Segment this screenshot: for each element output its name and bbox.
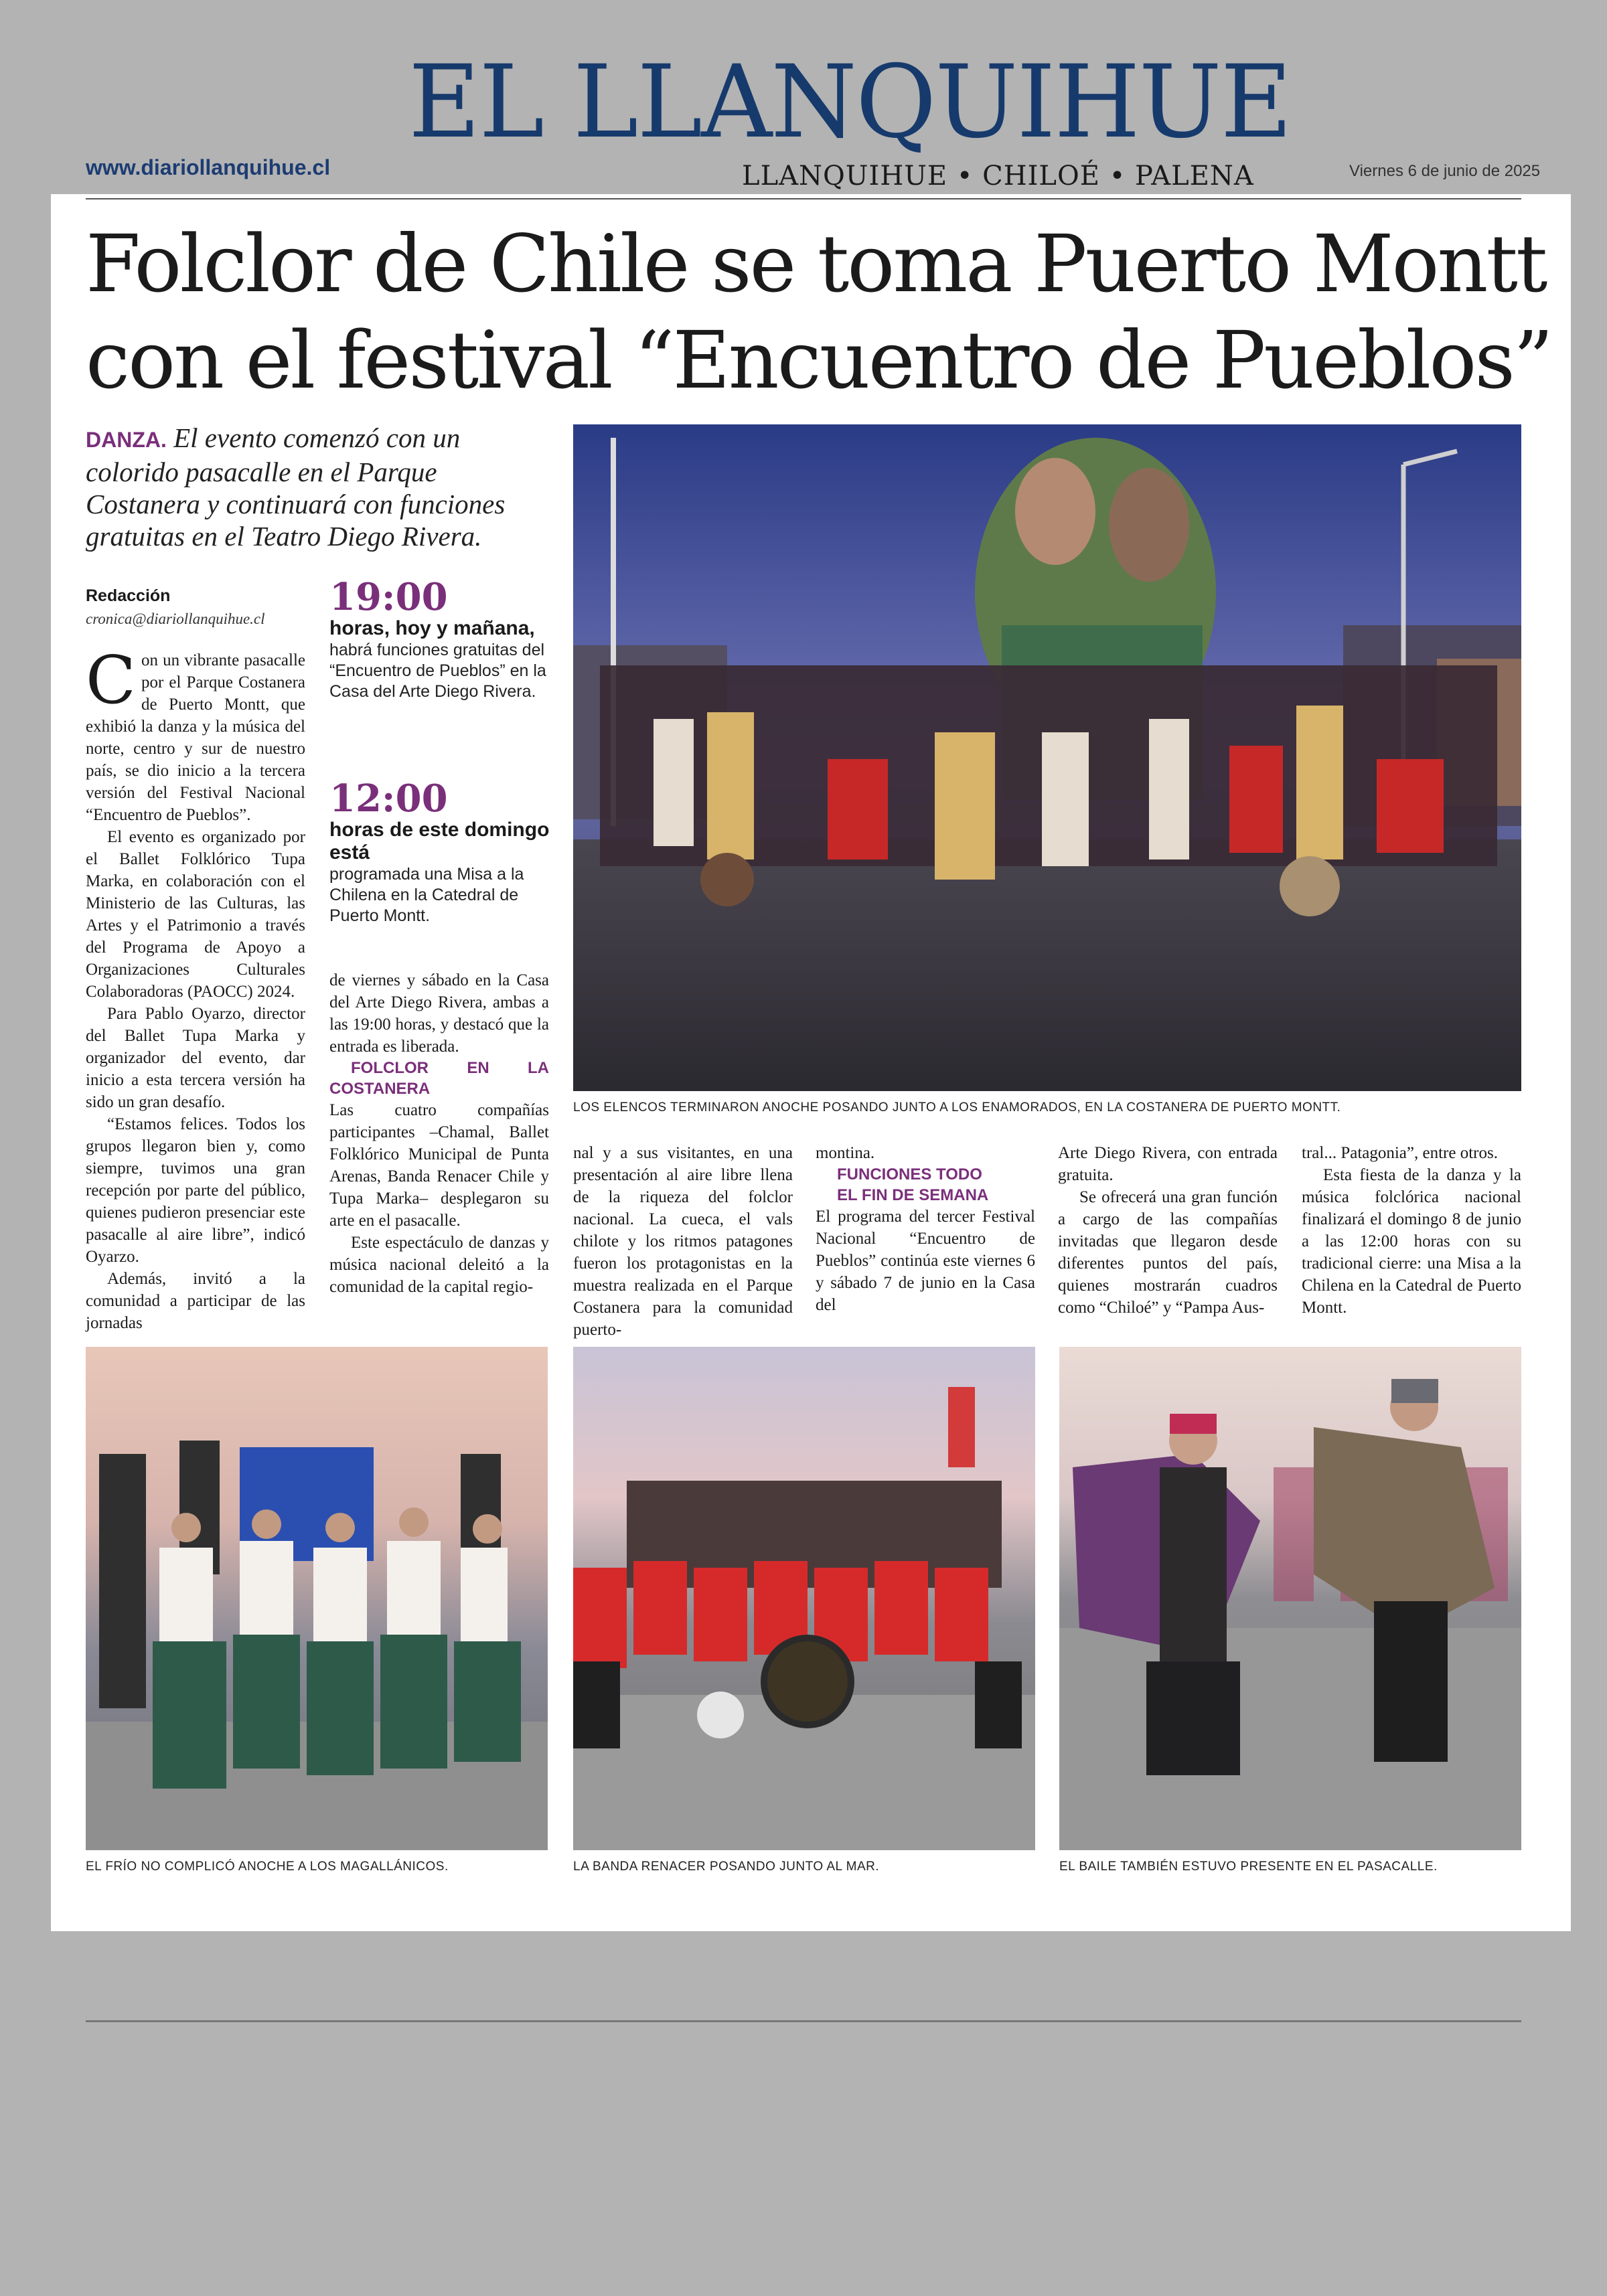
column-3 <box>573 1142 793 1341</box>
paragraph: Además, invitó a la comunidad a participar de las jornadas <box>86 1270 305 1332</box>
paragraph: Esta fiesta de la danza y la música folclórica nacional finalizará el domingo 8 de junio a las 12:00 horas con su tradicional cierre: una Misa a la Chilena en la Catedral de Puerto Montt. <box>1302 1166 1521 1317</box>
magallanicos-dancers-photo <box>86 1347 548 1850</box>
paragraph: “Estamos felices. Todos los grupos llegaron bien y, como siempre, tuvimos una gran recepción por parte del público, quienes pudieron presenciar este pasacalle al aire libre”, indicó Oyarzo. <box>86 1115 305 1266</box>
bottom-divider <box>86 2020 1521 2022</box>
byline: Redacción <box>86 586 171 605</box>
regions-tagline: LLANQUIHUE • CHILOÉ • PALENA <box>742 161 1254 191</box>
column-2 <box>329 969 549 1298</box>
subheading: FUNCIONES TODO <box>837 1165 982 1183</box>
stat-text: habrá funciones gratuitas del “Encuentro de Pueblos” en la Casa del Arte Diego Rivera. <box>329 641 546 701</box>
photo-pasacalle-caption: EL BAILE TAMBIÉN ESTUVO PRESENTE EN EL PASACALLE. <box>1059 1860 1438 1874</box>
photo-banda-renacer-caption: LA BANDA RENACER POSANDO JUNTO AL MAR. <box>573 1860 880 1874</box>
author-email[interactable]: cronica@diariollanquihue.cl <box>86 610 265 627</box>
headline-line-1: Folclor de Chile se toma Puerto Montt <box>86 218 1546 310</box>
masthead-divider <box>86 198 1521 199</box>
stat-number: 19:00 <box>329 575 448 619</box>
site-url[interactable]: www.diariollanquihue.cl <box>86 155 331 179</box>
stat-text: programada una Misa a la Chilena en la Catedral de Puerto Montt. <box>329 865 524 925</box>
main-photo-caption: LOS ELENCOS TERMINARON ANOCHE POSANDO JUNTO A LOS ENAMORADOS, EN LA COSTANERA DE PUERTO MONTT. <box>573 1100 1341 1115</box>
masthead <box>0 0 1607 201</box>
dropcap: C <box>86 643 136 719</box>
paragraph: Las cuatro compañías participantes –Chamal, Ballet Folklórico Municipal de Punta Arenas, Banda Renacer Chile y Tupa Marka– desplegaron su arte en el pasacalle. <box>329 1101 549 1230</box>
photo-magallanicos <box>86 1347 548 1850</box>
newspaper-logo: EL LLANQUIHUE <box>408 44 1292 161</box>
subheading: FOLCLOR EN LA COSTANERA <box>329 1059 549 1098</box>
headline <box>86 216 1552 408</box>
paragraph: Arte Diego Rivera, con entrada gratuita. <box>1058 1144 1278 1184</box>
stat-bold: horas, hoy y mañana, <box>329 617 535 639</box>
paragraph: on un vibrante pasacalle por el Parque Costanera de Puerto Montt, que exhibió la danza y la música del norte, centro y sur de nuestro país, se dio inicio a la tercera versión del Festival Nacional “Encuentro de Pueblos”. <box>86 651 305 824</box>
subheading: EL FIN DE SEMANA <box>837 1186 989 1204</box>
pasacalle-dancers-photo <box>1059 1347 1521 1850</box>
column-4 <box>816 1142 1035 1316</box>
issue-date: Viernes 6 de junio de 2025 <box>1349 162 1541 180</box>
section-kicker: DANZA. <box>86 428 167 452</box>
paragraph: Este espectáculo de danzas y música nacional deleitó a la comunidad de la capital regio- <box>329 1234 549 1296</box>
stat-box-1 <box>329 577 550 702</box>
banda-renacer-photo <box>573 1347 1035 1850</box>
stat-number: 12:00 <box>329 776 448 821</box>
paragraph: tral... Patagonia”, entre otros. <box>1302 1144 1498 1162</box>
night-festival-group-photo <box>573 424 1521 1091</box>
main-photo <box>573 424 1521 1091</box>
lede <box>86 422 548 552</box>
column-1 <box>86 643 305 1334</box>
paragraph: Se ofrecerá una gran función a cargo de las compañías invitadas que llegaron desde diferentes puntos del país, quienes mostrarán cuadros como “Chiloé” y “Pampa Aus- <box>1058 1188 1278 1317</box>
column-6 <box>1302 1142 1521 1319</box>
stat-box-2 <box>329 778 550 926</box>
paragraph: de viernes y sábado en la Casa del Arte Diego Rivera, ambas a las 19:00 horas, y destacó que la entrada es liberada. <box>329 971 549 1056</box>
lede-text: El evento comenzó con un colorido pasacalle en el Parque Costanera y continuará con funciones gratuitas en el Teatro Diego Rivera. <box>86 422 506 552</box>
stat-bold: horas de este domingo está <box>329 819 550 864</box>
paragraph: Para Pablo Oyarzo, director del Ballet Tupa Marka y organizador del evento, dar inicio a esta tercera versión ha sido un gran desafío. <box>86 1005 305 1111</box>
paragraph: El programa del tercer Festival Nacional “Encuentro de Pueblos” continúa este viernes 6 y sábado 7 de junio en la Casa del <box>816 1208 1035 1314</box>
photo-magallanicos-caption: EL FRÍO NO COMPLICÓ ANOCHE A LOS MAGALLÁNICOS. <box>86 1860 449 1874</box>
paragraph: nal y a sus visitantes, en una presentación al aire libre llena de la riqueza del folclor nacional. La cueca, el vals chilote y los ritmos patagones fueron los protagonistas en la muestra realizada en el Parque Costanera para la comunidad puerto- <box>573 1144 793 1339</box>
photo-pasacalle <box>1059 1347 1521 1850</box>
column-5 <box>1058 1142 1278 1319</box>
photo-banda-renacer <box>573 1347 1035 1850</box>
headline-line-2: con el festival “Encuentro de Pueblos” <box>86 314 1552 406</box>
paragraph: montina. <box>816 1144 875 1162</box>
paragraph: El evento es organizado por el Ballet Folklórico Tupa Marka, en colaboración con el Ministerio de las Culturas, las Artes y el Patrimonio a través del Programa de Apoyo a Organizaciones Culturales Colaboradoras (PAOCC) 2024. <box>86 828 305 1001</box>
